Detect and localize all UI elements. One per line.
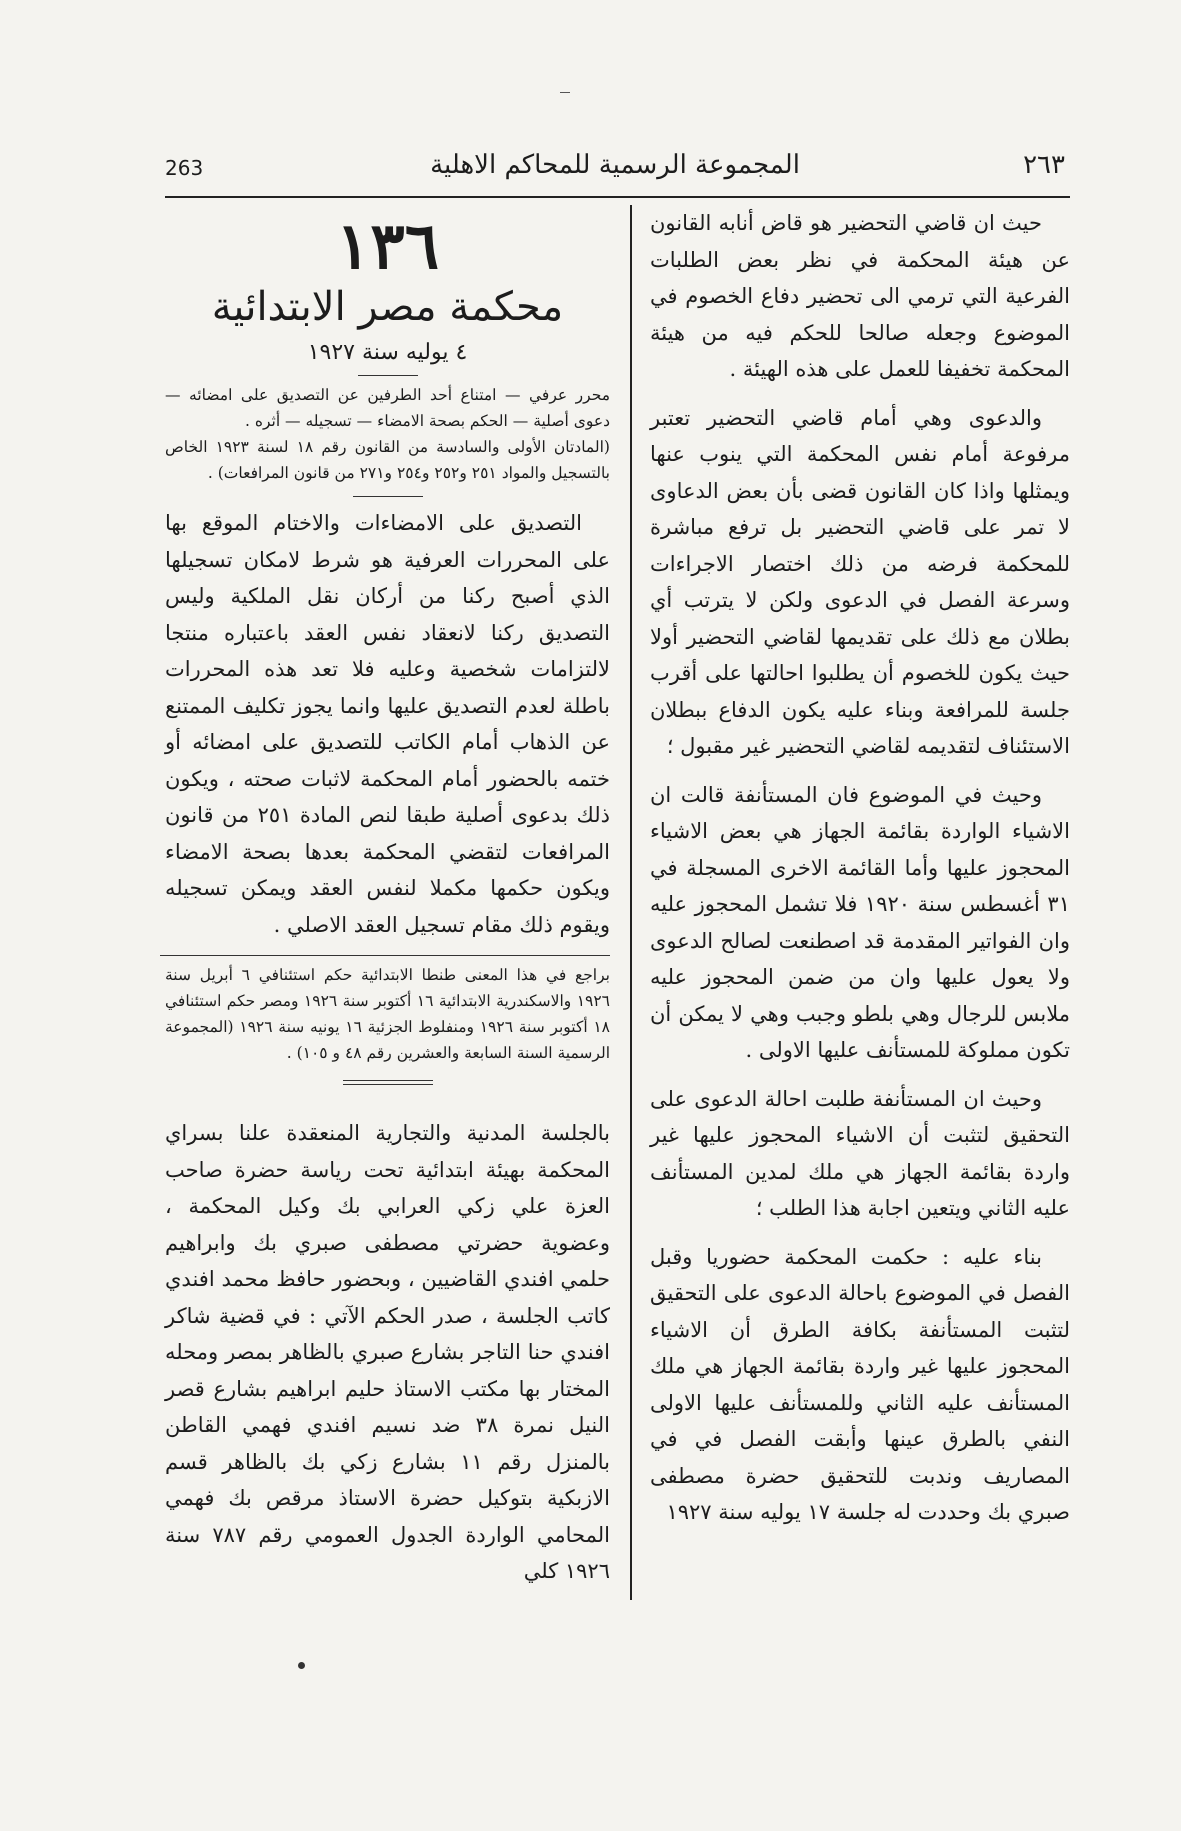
case-summary	[165, 382, 610, 486]
divider	[358, 375, 418, 376]
case-date: ٤ يوليه سنة ١٩٢٧	[307, 340, 468, 365]
paragraph: حيث ان قاضي التحضير هو قاض أنابه القانون عن هيئة المحكمة في نظر بعض الطلبات الفرعية التي ترمي الى تحضير دفاع الخصوم في الموضوع وجعله صالحا للحكم فيه من هيئة المحكمة تخفيفا للعمل على هذه الهيئة .	[650, 211, 1070, 381]
double-divider	[343, 1080, 433, 1085]
paragraph: وحيث ان المستأنفة طلبت احالة الدعوى على التحقيق لتثبت أن الاشياء المحجوز عليها غير واردة بقائمة الجهاز هي ملك لمدين المستأنف عليه الثاني ويتعين اجابة هذا الطلب ؛	[650, 1086, 1070, 1220]
divider	[353, 496, 423, 497]
session-text: بالجلسة المدنية والتجارية المنعقدة علنا بسراي المحكمة بهيئة ابتدائية تحت رياسة حضرة صاحب العزة علي زكي العرابي بك وكيل المحكمة ، وعضوية حضرتي مصطفى صبري بك وابراهيم حلمي افندي القاضيين ، وبحضور حافظ محمد افندي كاتب الجلسة ، صدر الحكم الآتي : في قضية شاكر افندي حنا التاجر بشارع صبري بالظاهر بمصر ومحله المختار بها مكتب الاستاذ حليم ابراهيم بشارع قصر النيل نمرة ٣٨ ضد نسيم افندي فهمي القاطن بالمنزل رقم ١١ بشارع زكي بك بالظاهر قسم الازبكية بتوكيل حضرة الاستاذ مرقص بك فهمي المحامي الواردة الجدول العمومي رقم ٧٨٧ سنة ١٩٢٦ كلي	[165, 1121, 610, 1583]
paragraph: والدعوى وهي أمام قاضي التحضير تعتبر مرفوعة أمام نفس المحكمة التي ينوب عنها ويمثلها واذا كان القانون قضى بأن بعض الدعاوى لا تمر على قاضي التحضير بل ترفع مباشرة للمحكمة فرضه من ذلك اختصار الاجراءات وسرعة الفصل في الدعوى ولكن لا يترتب أي بطلان مع ذلك على تقديمها لقاضي التحضير أولا حيث يكون للخصوم أن يطلبوا احالتها على أقرب جلسة للمرافعة وبناء عليه يكون الدفاع ببطلان الاستئناف لتقديمه لقاضي التحضير غير مقبول ؛	[650, 405, 1070, 758]
scan-mark	[560, 92, 570, 93]
left-column	[165, 205, 610, 1590]
note-rule	[160, 955, 610, 956]
court-name: محكمة مصر الابتدائية	[211, 284, 564, 330]
page-number-arabic: ٢٦٣	[1023, 150, 1065, 180]
column-divider	[630, 205, 632, 1600]
summary-line: محرر عرفي — امتناع أحد الطرفين عن التصديق على امضائه — دعوى أصلية — الحكم بصحة الامضاء — تسجيله — أثره .	[165, 386, 610, 430]
legal-holding: التصديق على الامضاءات والاختام الموقع بها على المحررات العرفية هو شرط لامكان تسجيلها الذي أصبح ركنا من أركان نقل الملكية وليس التصديق ركنا لانعقاد نفس العقد باعتباره منتجا لالتزامات شخصية وعليه فلا تعد هذه المحررات باطلة لعدم التصديق عليها وانما يجوز تكليف الممتنع عن الذهاب أمام الكاتب للتصديق على امضائه أو ختمه بالحضور أمام المحكمة لاثبات صحته ، ويكون ذلك بدعوى أصلية طبقا لنص المادة ٢٥١ من قانون المرافعات لتقضي المحكمة بعدها بصحة الامضاء ويكون حكمها مكملا لنفس العقد ويمكن تسجيله ويقوم ذلك مقام تسجيل العقد الاصلي .	[165, 511, 611, 937]
reference-note: براجع في هذا المعنى طنطا الابتدائية حكم استئنافي ٦ أبريل سنة ١٩٢٦ والاسكندرية الابتدائية ١٦ أكتوبر سنة ١٩٢٦ ومصر حكم استئنافي ١٨ أكتوبر سنة ١٩٢٦ ومنفلوط الجزئية ١٦ يونيه سنة ١٩٢٦ (المجموعة الرسمية السنة السابعة والعشرين رقم ٤٨ و ١٠٥) .	[165, 966, 610, 1062]
scan-dot	[298, 1662, 305, 1669]
publication-title: المجموعة الرسمية للمحاكم الاهلية	[430, 150, 800, 180]
header-rule	[165, 196, 1070, 198]
paragraph: وحيث في الموضوع فان المستأنفة قالت ان الاشياء الواردة بقائمة الجهاز هي بعض الاشياء المحجوز عليها وأما القائمة الاخرى المسجلة في ٣١ أغسطس سنة ١٩٢٠ فلا تشمل المحجوز عليه وان الفواتير المقدمة قد اصطنعت لصالح الدعوى ولا يعول عليها وان من ضمن المحجوز عليه ملابس للرجال وهي بلطو وجبب وهي لا يمكن أن تكون مملوكة للمستأنف عليها الاولى .	[650, 782, 1070, 1062]
case-number: ١٣٦	[335, 209, 440, 284]
right-column	[650, 205, 1070, 1543]
page-header	[165, 150, 1065, 190]
summary-line: (المادتان الأولى والسادسة من القانون رقم ١٨ لسنة ١٩٢٣ الخاص بالتسجيل والمواد ٢٥١ و٢٥٢ و٢٥٤ و٢٧١ من قانون المرافعات) .	[165, 438, 610, 482]
paragraph: بناء عليه : حكمت المحكمة حضوريا وقبل الفصل في الموضوع باحالة الدعوى على التحقيق لتثبت المستأنفة بكافة الطرق أن الاشياء المحجوز عليها غير واردة بقائمة الجهاز هي ملك المستأنف عليه الثاني وللمستأنف عليها الاولى النفي بالطرق عينها وأبقت الفصل في في المصاريف وندبت للتحقيق حضرة مصطفى صبري بك وحددت له جلسة ١٧ يوليه سنة ١٩٢٧	[650, 1244, 1070, 1524]
page-number-latin: 263	[165, 156, 204, 180]
